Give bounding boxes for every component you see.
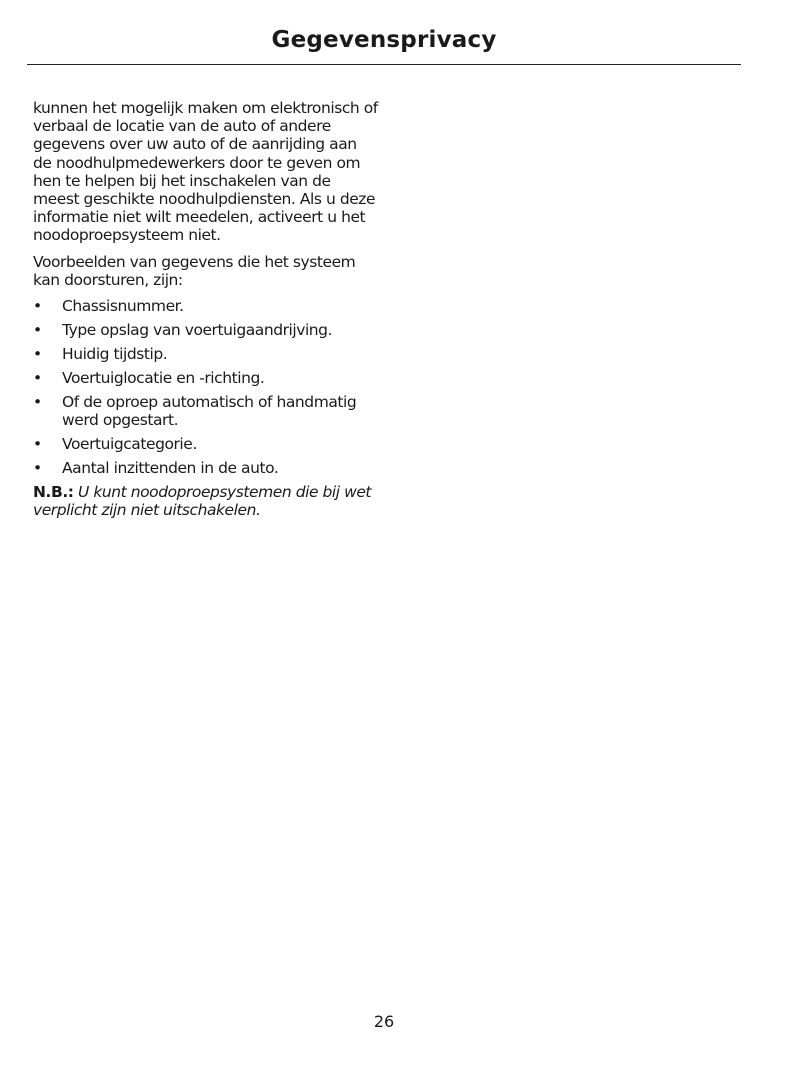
list-item-text: Huidig tijdstip. xyxy=(62,345,168,364)
list-item-text: Of de oproep automatisch of handmatig werd opgestart. xyxy=(62,393,357,430)
list-item xyxy=(33,345,378,363)
page-title: Gegevensprivacy xyxy=(271,27,497,53)
bullet-icon: • xyxy=(33,321,42,340)
bullet-icon: • xyxy=(33,459,42,478)
list-item-text: Type opslag van voertuigaandrijving. xyxy=(62,321,333,340)
examples-intro-paragraph: Voorbeelden van gegevens die het systeem kan doorsturen, zijn: xyxy=(33,252,356,289)
list-item-text: Voertuigcategorie. xyxy=(62,435,197,454)
list-item xyxy=(33,459,378,477)
bullet-icon: • xyxy=(33,369,42,388)
list-item-text: Aantal inzittenden in de auto. xyxy=(62,459,279,478)
note-label: N.B.: xyxy=(33,483,74,502)
header-divider xyxy=(27,64,741,65)
text-column xyxy=(33,99,378,520)
bullet-icon: • xyxy=(33,297,42,316)
bullet-icon: • xyxy=(33,393,42,412)
list-item xyxy=(33,297,378,315)
data-examples-list xyxy=(33,297,378,477)
page-number: 26 xyxy=(373,1012,395,1031)
list-item xyxy=(33,321,378,339)
bullet-icon: • xyxy=(33,435,42,454)
list-item-text: Chassisnummer. xyxy=(62,297,184,316)
note-text: U kunt noodoproepsystemen die bij wet verplicht zijn niet uitschakelen. xyxy=(33,483,372,520)
bullet-icon: • xyxy=(33,345,42,364)
note xyxy=(33,483,378,519)
list-item xyxy=(33,369,378,387)
list-item xyxy=(33,435,378,453)
list-item-text: Voertuiglocatie en -richting. xyxy=(62,369,265,388)
intro-paragraph: kunnen het mogelijk maken om elektronisch of verbaal de locatie van de auto of andere gegevens over uw auto of de aanrijding aan de noodhulpmedewerkers door te geven om hen te helpen bij het inschakelen van de meest geschikte noodhulpdiensten. Als u deze informatie niet wilt meedelen, activeert u het noodoproepsysteem niet. xyxy=(33,99,378,245)
list-item xyxy=(33,393,378,429)
